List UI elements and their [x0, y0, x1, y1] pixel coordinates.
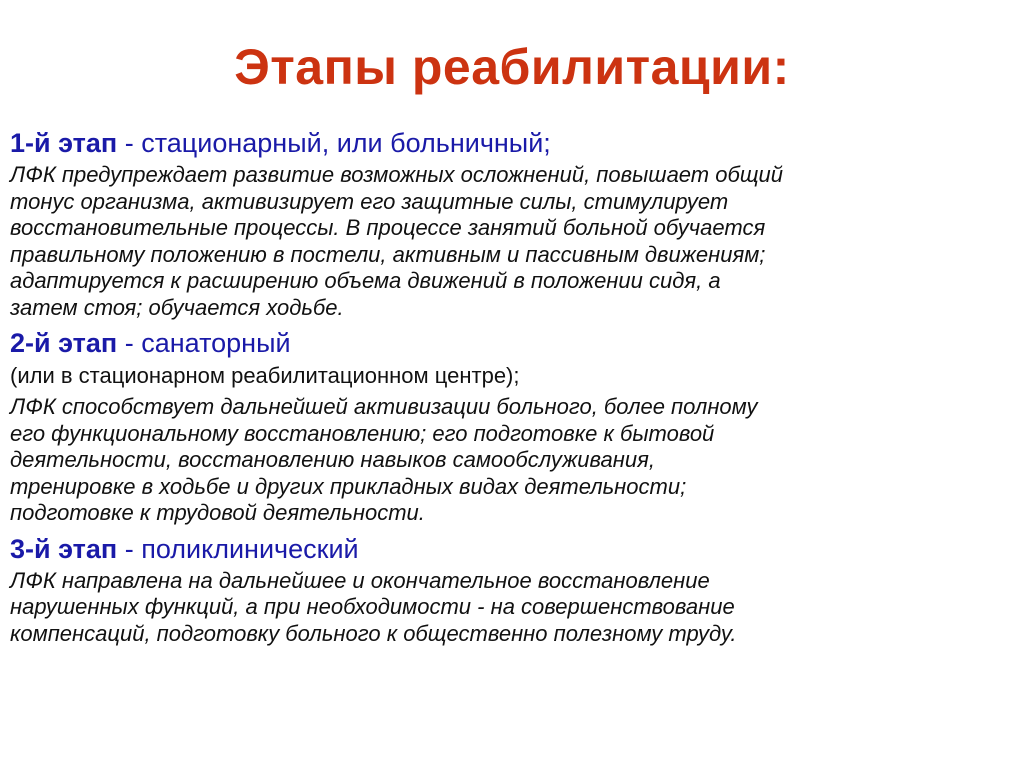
stage-3-separator: - [117, 533, 142, 564]
stage-1-description-line: адаптируется к расширению объема движений в положении сидя, а [10, 268, 721, 293]
stage-1-number: 1-й этап [10, 128, 118, 158]
stage-1-description-line: тонус организма, активизирует его защитные силы, стимулирует [10, 188, 729, 214]
stage-1-description [10, 162, 1016, 321]
stage-1-heading [10, 126, 1016, 160]
stage-2-description [10, 394, 1016, 527]
stage-3-description [10, 568, 1016, 648]
stage-3-name: поликлинический [141, 533, 359, 564]
stage-2-separator: - [117, 328, 142, 358]
stage-1-description-line: восстановительные процессы. В процессе занятий больной обучается [10, 215, 766, 240]
stage-2-heading [10, 326, 1016, 360]
stage-2-description-line: деятельности, восстановлению навыков самообслуживания, [10, 447, 655, 472]
stage-2-description-line: ЛФК способствует дальнейшей активизации больного, более полному [10, 394, 758, 419]
stage-3-description-line: нарушенных функций, а при необходимости - на совершенствование [10, 594, 735, 619]
slide-content [10, 126, 1016, 652]
stage-3-description-line: ЛФК направлена на дальнейшее и окончательное восстановление [10, 567, 710, 593]
stage-2-description-line: подготовке к трудовой деятельности. [10, 500, 425, 525]
stage-2-note: (или в стационарном реабилитационном центре); [10, 363, 520, 388]
stage-2-description-line: его функциональному восстановлению; его подготовке к бытовой [10, 420, 715, 446]
stage-2-number: 2-й этап [10, 328, 118, 358]
stage-1-description-line: затем стоя; обучается ходьбе. [10, 294, 344, 320]
stage-2-name: санаторный [141, 328, 291, 358]
stage-1-description-line: ЛФК предупреждает развитие возможных осложнений, повышает общий [10, 162, 784, 187]
stage-1-separator: - [117, 128, 142, 158]
slide-title: Этапы реабилитации: [234, 39, 790, 95]
stage-3-number: 3-й этап [10, 533, 118, 564]
stage-3-description-line: компенсаций, подготовку больного к общественно полезному труду. [10, 620, 737, 646]
stage-1-name: стационарный, или больничный; [141, 128, 551, 158]
stage-2-description-line: тренировке в ходьбе и других прикладных видах деятельности; [10, 473, 687, 499]
stage-3-heading [10, 532, 1016, 566]
stage-1-description-line: правильному положению в постели, активным и пассивным движениям; [10, 241, 766, 267]
